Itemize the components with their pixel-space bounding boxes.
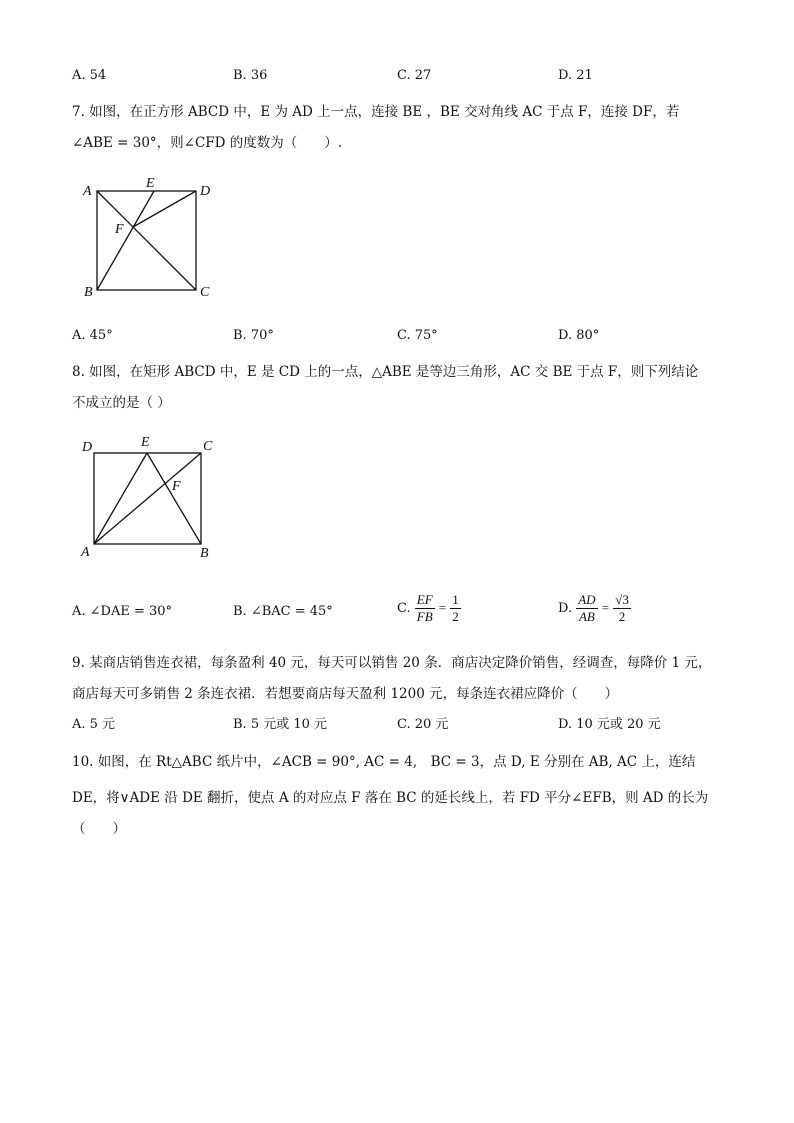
q8-option-b[interactable]: B. ∠BAC = 45° <box>233 604 333 619</box>
q6-option-c[interactable]: C. 27 <box>397 68 432 83</box>
q9-option-c[interactable]: C. 20 元 <box>397 717 449 732</box>
q8-option-c-numerator: EF <box>416 592 433 607</box>
q8-option-c-rhs-denominator: 2 <box>452 609 459 624</box>
q8-option-d-denominator: AB <box>578 609 595 624</box>
q10-stem-line-1: 10. 如图，在 Rt△ABC 纸片中，∠ACB = 90°, AC = 4, BC = 3，点 D, E 分别在 AB, AC 上，连结 <box>72 754 696 770</box>
q7-label-d: D <box>200 184 211 199</box>
q7-option-c[interactable]: C. 75° <box>397 328 438 343</box>
q8-option-d-fraction-right <box>613 592 631 625</box>
q8-option-c-equals: = <box>438 600 447 615</box>
q8-segment-be <box>147 453 201 544</box>
q7-stem-line-2: ∠ABE = 30°，则∠CFD 的度数为（ ）. <box>72 135 343 151</box>
q7-segment-df <box>133 191 196 227</box>
q8-stem-line-1: 8. 如图，在矩形 ABCD 中，E 是 CD 上的一点，△ABE 是等边三角形，AC 交 BE 于点 F，则下列结论 <box>72 364 699 380</box>
q8-label-e: E <box>141 435 150 450</box>
q8-label-c: C <box>203 439 213 454</box>
q7-label-e: E <box>146 176 155 191</box>
q8-option-d[interactable] <box>558 592 631 625</box>
q8-diagonal-ac <box>94 453 201 544</box>
q8-label-a: A <box>81 545 90 560</box>
q9-stem-line-1: 9. 某商店销售连衣裙，每条盈利 40 元，每天可以销售 20 条．商店决定降价销售，经调查，每降价 1 元， <box>72 655 712 671</box>
q10-stem-line-2: DE，将∨ADE 沿 DE 翻折，使点 A 的对应点 F 落在 BC 的延长线上，若 FD 平分∠EFB，则 AD 的长为 <box>72 790 709 806</box>
q7-label-b: B <box>84 285 93 300</box>
q7-square-figure <box>78 175 258 305</box>
q8-option-d-equals: = <box>601 600 610 615</box>
q8-option-d-prefix: D. <box>558 601 573 616</box>
q7-label-f: F <box>115 222 124 237</box>
q8-option-c-fraction-left <box>415 592 435 625</box>
q9-option-b[interactable]: B. 5 元或 10 元 <box>233 717 328 732</box>
q8-option-c-prefix: C. <box>397 601 411 616</box>
q8-segment-ae <box>94 453 147 544</box>
q8-label-b: B <box>200 546 209 561</box>
q9-option-d[interactable]: D. 10 元或 20 元 <box>558 717 661 732</box>
q7-diagonal-ac <box>97 191 196 290</box>
q7-option-b[interactable]: B. 70° <box>233 328 274 343</box>
q8-option-d-numerator: AD <box>578 592 596 607</box>
q9-stem-line-2: 商店每天可多销售 2 条连衣裙．若想要商店每天盈利 1200 元，每条连衣裙应降价（ ） <box>72 686 619 702</box>
q8-rectangle-figure <box>78 432 238 562</box>
q8-stem-line-2: 不成立的是（ ） <box>72 395 171 411</box>
q6-option-b[interactable]: B. 36 <box>233 68 268 83</box>
q7-label-a: A <box>83 184 92 199</box>
q8-option-c-fraction-right <box>450 592 461 625</box>
q8-option-d-fraction-left <box>576 592 597 625</box>
q8-option-c[interactable] <box>397 592 461 625</box>
q8-label-f: F <box>172 479 181 494</box>
q8-option-a[interactable]: A. ∠DAE = 30° <box>72 604 173 619</box>
q8-option-c-rhs-numerator: 1 <box>452 592 459 607</box>
q8-option-c-denominator: FB <box>416 609 433 624</box>
q6-option-d[interactable]: D. 21 <box>558 68 593 83</box>
q9-option-a[interactable]: A. 5 元 <box>72 717 116 732</box>
q7-stem-line-1: 7. 如图，在正方形 ABCD 中，E 为 AD 上一点，连接 BE ，BE 交对角线 AC 于点 F，连接 DF，若 <box>72 104 680 120</box>
q7-option-d[interactable]: D. 80° <box>558 328 600 343</box>
q7-option-a[interactable]: A. 45° <box>72 328 113 343</box>
q7-segment-be <box>97 191 154 290</box>
q8-option-d-rhs-numerator: √3 <box>615 592 629 607</box>
q7-label-c: C <box>200 285 210 300</box>
q10-stem-line-3: （ ） <box>72 821 126 837</box>
q6-option-a[interactable]: A. 54 <box>72 68 107 83</box>
q8-option-d-rhs-denominator: 2 <box>618 609 626 624</box>
q8-label-d: D <box>82 440 93 455</box>
